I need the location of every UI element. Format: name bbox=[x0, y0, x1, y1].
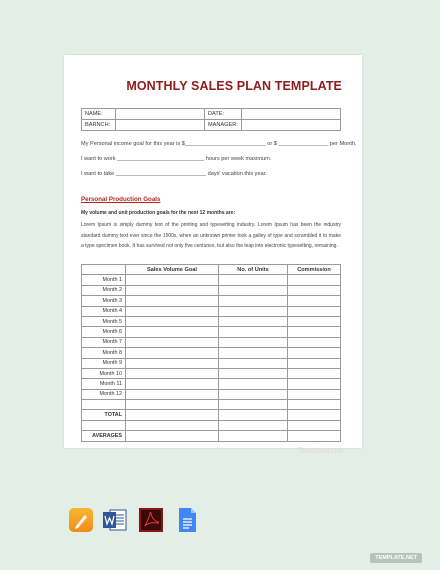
sales-volume-cell[interactable] bbox=[126, 400, 219, 410]
sales-volume-cell[interactable] bbox=[126, 327, 219, 337]
table-row bbox=[82, 296, 341, 306]
row-label: Month 1 bbox=[82, 275, 126, 285]
word-icon[interactable] bbox=[102, 507, 128, 533]
branch-label: BARNCH: bbox=[82, 120, 116, 131]
section-subheading: My volume and unit production goals for the next 12 months are: bbox=[81, 210, 236, 216]
row-label: Month 5 bbox=[82, 316, 126, 326]
row-label: Month 4 bbox=[82, 306, 126, 316]
pages-icon[interactable] bbox=[68, 507, 94, 533]
units-cell[interactable] bbox=[219, 306, 288, 316]
brand-badge: TEMPLATE.NET bbox=[370, 553, 422, 563]
table-row bbox=[82, 400, 341, 410]
commission-cell[interactable] bbox=[288, 420, 341, 430]
sales-volume-cell[interactable] bbox=[126, 306, 219, 316]
units-cell[interactable] bbox=[219, 410, 288, 420]
units-cell[interactable] bbox=[219, 379, 288, 389]
commission-cell[interactable] bbox=[288, 368, 341, 378]
commission-cell[interactable] bbox=[288, 327, 341, 337]
table-row bbox=[82, 275, 341, 285]
sales-volume-cell[interactable] bbox=[126, 316, 219, 326]
commission-cell[interactable] bbox=[288, 410, 341, 420]
table-row bbox=[82, 337, 341, 347]
manager-field[interactable] bbox=[241, 120, 340, 131]
sales-volume-cell[interactable] bbox=[126, 431, 219, 441]
table-row bbox=[82, 379, 341, 389]
units-cell[interactable] bbox=[219, 275, 288, 285]
table-row bbox=[82, 368, 341, 378]
row-label: AVERAGES bbox=[82, 431, 126, 441]
units-cell[interactable] bbox=[219, 316, 288, 326]
sales-volume-cell[interactable] bbox=[126, 410, 219, 420]
row-label: Month 3 bbox=[82, 296, 126, 306]
commission-cell[interactable] bbox=[288, 431, 341, 441]
lorem-paragraph: Lorem Ipsum is simply dummy text of the printing and typesetting industry. Lorem Ipsum has been the industry standard dummy text ever since the 1500s, when an unknown printer took a galley of type and scrambled it to make a type specimen book. It has survived not only five centuries, but also the leap into electronic typesetting, remaining. bbox=[81, 222, 341, 249]
units-cell[interactable] bbox=[219, 285, 288, 295]
units-cell[interactable] bbox=[219, 389, 288, 399]
row-label: Month 10 bbox=[82, 368, 126, 378]
commission-cell[interactable] bbox=[288, 316, 341, 326]
units-cell[interactable] bbox=[219, 420, 288, 430]
row-label: TOTAL bbox=[82, 410, 126, 420]
document-title: MONTHLY SALES PLAN TEMPLATE bbox=[126, 79, 342, 93]
sales-volume-cell[interactable] bbox=[126, 389, 219, 399]
units-cell[interactable] bbox=[219, 327, 288, 337]
date-field[interactable] bbox=[241, 109, 340, 120]
sales-volume-cell[interactable] bbox=[126, 368, 219, 378]
manager-label: MANAGER: bbox=[205, 120, 242, 131]
row-label bbox=[82, 400, 126, 410]
table-row bbox=[82, 431, 341, 441]
commission-cell[interactable] bbox=[288, 348, 341, 358]
sales-volume-cell[interactable] bbox=[126, 285, 219, 295]
row-label: Month 2 bbox=[82, 285, 126, 295]
table-row bbox=[82, 316, 341, 326]
commission-cell[interactable] bbox=[288, 275, 341, 285]
sales-volume-cell[interactable] bbox=[126, 379, 219, 389]
commission-cell[interactable] bbox=[288, 389, 341, 399]
pdf-icon[interactable] bbox=[138, 507, 164, 533]
table-row bbox=[82, 420, 341, 430]
name-field[interactable] bbox=[116, 109, 205, 120]
commission-cell[interactable] bbox=[288, 337, 341, 347]
name-label: NAME: bbox=[82, 109, 116, 120]
document-page bbox=[64, 55, 362, 455]
row-label: Month 11 bbox=[82, 379, 126, 389]
header-sales-volume: Sales Volume Goal bbox=[126, 265, 219, 275]
sales-volume-cell[interactable] bbox=[126, 275, 219, 285]
header-units: No. of Units bbox=[219, 265, 288, 275]
row-label: Month 6 bbox=[82, 327, 126, 337]
google-docs-icon[interactable] bbox=[174, 507, 200, 533]
sales-volume-cell[interactable] bbox=[126, 358, 219, 368]
table-row bbox=[82, 285, 341, 295]
units-cell[interactable] bbox=[219, 348, 288, 358]
goals-table bbox=[81, 264, 341, 442]
row-label: Month 12 bbox=[82, 389, 126, 399]
work-hours-line: I want to work ____________________________ hours per week maximum. bbox=[81, 156, 272, 162]
table-row bbox=[82, 389, 341, 399]
units-cell[interactable] bbox=[219, 368, 288, 378]
sales-volume-cell[interactable] bbox=[126, 420, 219, 430]
vacation-line: I want to take _____________________________ days' vacation this year. bbox=[81, 171, 267, 177]
commission-cell[interactable] bbox=[288, 358, 341, 368]
watermark: Template.net bbox=[297, 446, 343, 455]
goals-table-header bbox=[82, 265, 341, 275]
branch-field[interactable] bbox=[116, 120, 205, 131]
income-goal-line: My Personal income goal for this year is $__________________________ or $ ________________ per Month. bbox=[81, 141, 357, 147]
header-commission: Commission bbox=[288, 265, 341, 275]
table-row bbox=[82, 358, 341, 368]
row-label: Month 9 bbox=[82, 358, 126, 368]
sales-volume-cell[interactable] bbox=[126, 348, 219, 358]
row-label: Month 7 bbox=[82, 337, 126, 347]
table-row bbox=[82, 327, 341, 337]
units-cell[interactable] bbox=[219, 337, 288, 347]
row-label: Month 8 bbox=[82, 348, 126, 358]
commission-cell[interactable] bbox=[288, 285, 341, 295]
commission-cell[interactable] bbox=[288, 306, 341, 316]
units-cell[interactable] bbox=[219, 358, 288, 368]
units-cell[interactable] bbox=[219, 400, 288, 410]
units-cell[interactable] bbox=[219, 431, 288, 441]
section-heading: Personal Production Goals bbox=[81, 196, 161, 203]
table-row bbox=[82, 348, 341, 358]
commission-cell[interactable] bbox=[288, 379, 341, 389]
header-blank bbox=[82, 265, 126, 275]
row-label bbox=[82, 420, 126, 430]
sales-volume-cell[interactable] bbox=[126, 296, 219, 306]
sales-volume-cell[interactable] bbox=[126, 337, 219, 347]
table-row bbox=[82, 306, 341, 316]
table-row bbox=[82, 410, 341, 420]
info-table bbox=[81, 108, 341, 131]
commission-cell[interactable] bbox=[288, 296, 341, 306]
date-label: DATE: bbox=[205, 109, 242, 120]
units-cell[interactable] bbox=[219, 296, 288, 306]
commission-cell[interactable] bbox=[288, 400, 341, 410]
